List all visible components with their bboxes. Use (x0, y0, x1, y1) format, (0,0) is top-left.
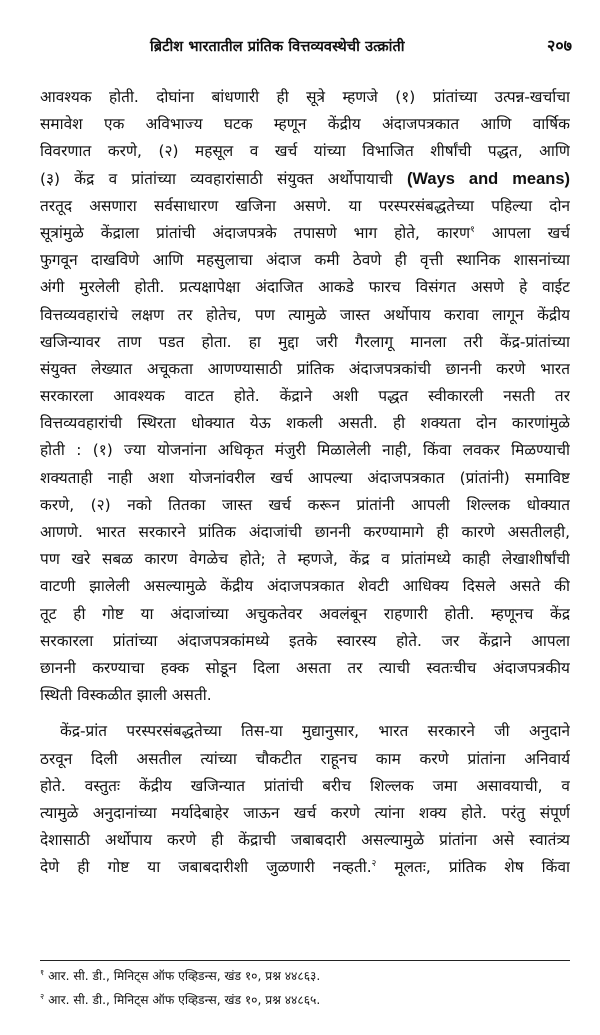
body-text (40, 84, 570, 881)
text-line: होती : (१) ज्या योजनांना अधिकृत मंजुरी मिळालेली नाही, किंवा लवकर मिळण्याची (40, 441, 570, 460)
footnote-divider (40, 960, 570, 961)
text-line: आवश्यक होती. दोघांना बांधणारी ही सूत्रे म्हणजे (१) प्रांतांच्या उत्पन्न-खर्चाचा (40, 88, 570, 106)
page-number: २०७ (547, 36, 572, 55)
text-line: त्यामुळे अनुदानांच्या मर्यादेबाहेर जाऊन खर्च करणे त्यांना शक्य होते. परंतु संपूर्ण (40, 803, 570, 822)
text-line: होते. वस्तुतः केंद्रीय खजिन्यात प्रांतांची बरीच शिल्लक जमा असावयाची, व (40, 776, 570, 795)
text-line: वित्तव्यवहारांचे लक्षण तर होतेच, पण त्यामुळे जास्त अर्थोपाय करावा लागून केंद्रीय (40, 305, 570, 324)
text-line: शक्यताही नाही अशा योजनांवरील खर्च आपल्या अंदाजपत्रकात (प्रांतांनी) समाविष्ट (40, 468, 570, 487)
text-line: छाननी करण्याचा हक्क सोडून दिला असता तर त्याची स्वतःचीच अंदाजपत्रकीय (40, 658, 570, 677)
text-line: करणे, (२) नको तितका जास्त खर्च करून प्रांतांनी आपली शिल्लक धोक्यात (40, 495, 570, 514)
text-segment: आपला खर्च (491, 223, 570, 242)
text-line: विवरणात करणे, (२) महसूल व खर्च यांच्या विभाजित शीर्षांची पद्धत, आणि (40, 142, 570, 161)
text-line: वाटणी झालेली असल्यामुळे केंद्रीय अंदाजपत्रकात शेवटी आधिक्य दिसले असते की (40, 577, 570, 596)
text-line: संयुक्त लेख्यात अचूकता आणण्यासाठी प्रांतिक अंदाजपत्रकांची छाननी करणे भारत (40, 359, 570, 378)
text-line: सरकारला आवश्यक वाटत होते. केंद्राने अशी पद्धत स्वीकारली नसती तर (40, 387, 570, 406)
text-line: अंगी मुरलेली होती. प्रत्यक्षापेक्षा अंदाजित आकडे फारच विसंगत असणे हे वाईट (40, 278, 570, 297)
text-segment: मूलतः, प्रांतिक शेष किंवा (394, 858, 570, 877)
footnote-text: आर. सी. डी., मिनिट्स ऑफ एव्हिडन्स, खंड १०, प्रश्न ४४८६३. (48, 969, 321, 983)
footnote-item (40, 964, 570, 988)
text-line: खजिन्यावर ताण पडत होता. हा मुद्दा जरी गैरलागू मानला तरी केंद्र-प्रांतांच्या (40, 332, 570, 351)
text-line: केंद्र-प्रांत परस्परसंबद्धतेच्या तिस-या मुद्यानुसार, भारत सरकारने जी अनुदाने (60, 722, 570, 741)
text-line: तरतूद असणारा सर्वसाधारण खजिना असणे. या परस्परसंबद्धतेच्या पहिल्या दोन (40, 196, 570, 215)
footnote-mark: २ (40, 991, 45, 1001)
paragraph-gap (40, 709, 570, 718)
text-segment: देणे ही गोष्ट या जबाबदारीशी जुळणारी नव्हती. (40, 858, 372, 877)
text-segment: सूत्रांमुळे केंद्राला प्रांतांची अंदाजपत्रके तपासणे भाग होते, कारण (40, 223, 471, 242)
text-line: आणणे. भारत सरकारने प्रांतिक अंदाजांची छाननी करण्यामागे ही कारणे असतीलही, (40, 523, 570, 541)
footnote-text: आर. सी. डी., मिनिट्स ऑफ एव्हिडन्स, खंड १०, प्रश्न ४४८६५. (48, 993, 321, 1007)
text-segment: (३) केंद्र व प्रांतांच्या व्यवहारांसाठी संयुक्त अर्थोपायाची (40, 169, 393, 188)
text-line-with-footnote (40, 854, 570, 881)
text-line: फुगवून दाखविणे आणि महसुलाचा अंदाज कमी ठेवणे ही वृत्ती स्थानिक शासनांच्या (40, 251, 570, 270)
footnote-reference: २ (371, 859, 377, 870)
footnote-mark: १ (40, 967, 45, 977)
english-term: (Ways and means) (406, 169, 570, 188)
text-line: समावेश एक अविभाज्य घटक म्हणून केंद्रीय अंदाजपत्रकात आणि वार्षिक (40, 115, 570, 134)
text-line: ठरवून दिली असतील त्यांच्या चौकटीत राहूनच काम करणे प्रांतांना अनिवार्य (40, 749, 570, 768)
text-line: स्थिती विस्कळीत झाली असती. (40, 686, 212, 705)
text-line: तूट ही गोष्ट या अंदाजांच्या अचुकतेवर अवलंबून राहणारी होती. म्हणूनच केंद्र (40, 604, 570, 623)
text-line-with-english (40, 166, 570, 193)
footnote-reference: १ (470, 224, 475, 235)
text-line: देशासाठी अर्थोपाय करणे ही केंद्राची जबाबदारी असल्यामुळे प्रांतांना असे स्वातंत्र्य (40, 831, 570, 850)
running-title: ब्रिटीश भारतातील प्रांतिक वित्तव्यवस्थेची उत्क्रांती (150, 39, 405, 55)
footnote-item (40, 988, 570, 1012)
page-header (0, 30, 600, 64)
text-line-with-footnote (40, 220, 570, 247)
text-line: वित्तव्यवहारांची स्थिरता धोक्यात येऊ शकली असती. ही शक्यता दोन कारणांमुळे (40, 414, 570, 433)
footnotes (40, 964, 570, 1012)
text-line: पण खरे सबळ कारण वेगळेच होते; ते म्हणजे, केंद्र व प्रांतांमध्ये काही लेखाशीर्षांची (40, 550, 570, 569)
text-line: सरकारला प्रांतांच्या अंदाजपत्रकांमध्ये इतके स्वारस्य होते. जर केंद्राने आपला (40, 631, 570, 650)
